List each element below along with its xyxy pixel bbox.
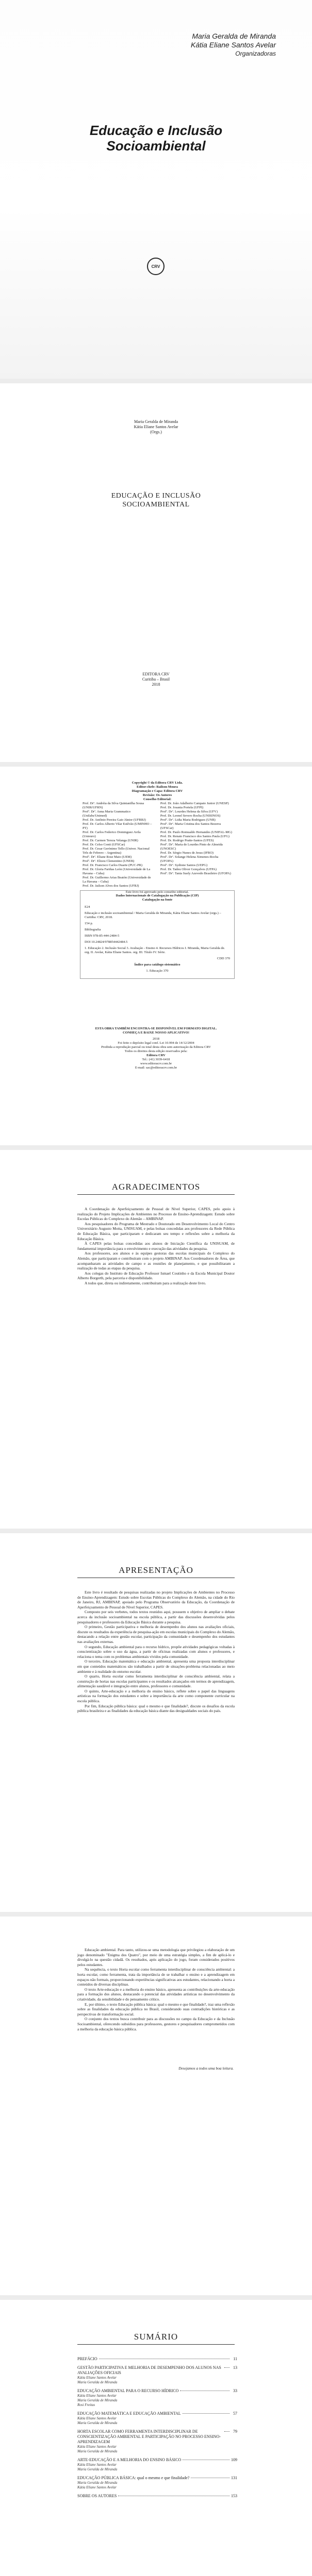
- paragraph: À CAPES pelas bolsas concedidas aos alunos de Iniciação Científica da UNISUAM, de fundamental importância para o envolvimento e execução das atividades da pesquisa.: [77, 1241, 235, 1251]
- council-member: Prof. Dr. Sérgio Nunes de Jesus (IFRO): [160, 851, 214, 855]
- toc-entry[interactable]: [77, 2357, 237, 2362]
- presentation-continued-page: [0, 1917, 312, 2295]
- publisher-line-1: ESTA OBRA TAMBÉM ENCONTRA-SE DISPONÍVEL EM FORMATO DIGITAL.: [95, 1027, 217, 1030]
- council-member: Profª. Drª. Tania Suely Azevedo Brasileiro (UFOPA): [160, 872, 231, 875]
- toc-entry[interactable]: [77, 2458, 237, 2472]
- toc-entry-title: ARTE-EDUCAÇÃO E A MELHORIA DO ENSINO BÁSICO: [77, 2458, 182, 2462]
- credits-editor: Editor-chefe: Railson Moura: [137, 785, 178, 789]
- catalog-index-item: 1. Educação 370: [146, 969, 169, 973]
- fp-author-2: Kátia Eliane Santos Avelar: [134, 425, 178, 429]
- toc-leader-dots: [224, 2431, 229, 2432]
- publisher-line-7: Editora CRV: [146, 1054, 166, 1057]
- toc-leader-dots: [224, 2367, 229, 2368]
- council-member: Profª. Drª. Lourdes Helena da Silva (UFV): [160, 810, 218, 814]
- paragraph: Aos colegas do Instituto de Educação Professor Ismael Coutinho e da Escola Municipal Doutor Alberto Borgerth, pela parceria e disponibilidade.: [77, 1270, 235, 1281]
- publisher-info: [0, 1027, 312, 1070]
- council-member: Prof. Dr. Francisco Carlos Duarte (PUC-PR): [83, 863, 143, 867]
- toc-entry[interactable]: [77, 2365, 237, 2385]
- toc-entry[interactable]: [77, 2411, 237, 2426]
- toc-entry[interactable]: [77, 2494, 237, 2499]
- council-member: Profª. Drª. Maria Cristina dos Santos Bezerra (UFSCar): [160, 822, 221, 830]
- presentation-title: APRESENTAÇÃO: [119, 1565, 193, 1575]
- fp-title-line-2: SOCIOAMBIENTAL: [122, 501, 190, 509]
- council-member: Prof. Dr. Antônio Pereira Gaio Júnior (UFRRJ): [83, 818, 146, 822]
- council-member: Profª. Drª. Solange Helena Ximenes-Rocha (UFOPA): [160, 855, 219, 863]
- presentation-continued-body: [77, 1947, 235, 2031]
- toc-page: [0, 2300, 312, 2576]
- council-member: Prof. Dr. Jailson Alves dos Santos (UFRJ): [83, 884, 139, 888]
- acknowledgements-body: [77, 1207, 235, 1286]
- catalog-card: [80, 890, 235, 979]
- presentation-sign: Desejamos a todos uma boa leitura.: [178, 2066, 234, 2071]
- catalog-cdd: CDD 370: [217, 957, 230, 960]
- catalog-biblio: Bibliografia: [85, 928, 101, 931]
- publisher-line-6: Todos os direitos desta edição reservados pela:: [124, 1049, 188, 1053]
- toc-entry-title: SOBRE OS AUTORES: [77, 2494, 117, 2498]
- fp-title-line-1: EDUCAÇÃO E INCLUSÃO: [111, 492, 201, 500]
- toc-entry-title: EDUCAÇÃO PÚBLICA BÁSICA: qual o mesmo e que finalidade?: [77, 2476, 190, 2480]
- toc-page-number: 79: [233, 2429, 237, 2434]
- frontispiece-page: [0, 383, 312, 762]
- cover-page: [0, 0, 312, 379]
- credits-diagramacao: Diagramação e Capa: Editora CRV: [132, 789, 183, 793]
- page-separator: [0, 2295, 312, 2300]
- council-member: Prof. Dr. Josania Portela (UFPI): [160, 806, 204, 809]
- catalog-isbn: ISBN 978-85-444-2484-5: [85, 934, 120, 938]
- paragraph: E, por último, o texto Educação pública básica: qual o mesmo e que finalidade?, traz uma reflexão sobre as finalidades da educação pública no Brasil, considerando suas contradições históricas e as perspectivas de transformação social.: [77, 2002, 235, 2016]
- page-separator: [0, 762, 312, 767]
- council-member: Prof. Dr. Carlos Federico Dominguez Avila (Unieuro): [83, 831, 141, 838]
- toc-entry-authors: Kátia Eliane Santos Avelar Maria Geralda de Miranda: [77, 2463, 118, 2471]
- toc-entry-title: GESTÃO PARTICIPATIVA E MELHORIA DE DESEMPENHO DOS ALUNOS NAS AVALIAÇÕES OFICIAIS: [77, 2365, 221, 2375]
- paragraph: O terceiro, Educação matemática e educação ambiental, apresenta uma proposta interdisciplinar em que conteúdos matemáticos são trabalhados a partir de situações-problema relacionadas ao meio ambiente e à realidade do entorno escolar.: [77, 1659, 235, 1674]
- council-member: Prof. Dr. João Adalberto Campato Junior (UNESP): [160, 802, 229, 805]
- toc-page-number: 109: [231, 2458, 237, 2462]
- frontispiece-authors: [0, 419, 312, 435]
- toc-page-number: 153: [231, 2494, 237, 2498]
- fp-author-1: Maria Geralda de Miranda: [134, 419, 178, 424]
- council-member: Profª. Drª. Sydione Santos (UEPG): [160, 863, 208, 867]
- council-member: Prof. Dr. Paulo Romualdo Hernandes (UNIFAL-MG): [160, 831, 232, 834]
- paragraph: O quinto, Arte-educação e a melhoria do ensino básico, reflete sobre o papel das linguagens artísticas na formação dos estudantes e sobre a importância da arte como componente curricular na escola pública.: [77, 1688, 235, 1704]
- catalog-index-title: Índice para catálogo sistemático: [134, 963, 180, 967]
- council-member: Prof. Dr. Guillermo Arias Beatón (Universidade de La Havana – Cuba): [83, 876, 151, 884]
- cover-author-2: Kátia Eliane Santos Avelar: [191, 41, 276, 49]
- toc-page-number: 11: [233, 2357, 237, 2361]
- page-separator: [0, 1912, 312, 1917]
- toc-entry-authors: Kátia Eliane Santos Avelar Maria Geralda de Miranda Rosi Freitas: [77, 2394, 118, 2407]
- council-member: Prof. Dr. Celso Conti (UFSCar): [83, 843, 125, 846]
- title-rule: [77, 1194, 235, 1195]
- credits-revisao: Revisão: Os Autores: [142, 793, 172, 797]
- acknowledgements-title: AGRADECIMENTOS: [111, 1182, 201, 1192]
- catalog-subjects: 1. Educação 2. Inclusão Social 3. Avaliação - Ensino 4. Recursos Hídricos I. Miranda, Maria Geralda de. org. II. Avelar, Kátia Eliane Santos. org. III. Título IV. Série.: [85, 946, 225, 954]
- credits-conselho: Conselho Editorial:: [143, 798, 172, 801]
- presentation-page: [0, 1533, 312, 1912]
- paragraph: Aos professores, aos alunos e às equipes gestoras das escolas municipais do Complexo do Alemão, que participaram e contribuíram com o projeto AMBINAP. Aos Coordenadores de Área, que acompanharam as atividades de campo e as reuniões de planejamento, e que possibilitaram a realização de todas as etapas da pesquisa.: [77, 1251, 235, 1271]
- toc-entry[interactable]: [77, 2388, 237, 2408]
- fp-publisher: EDITORA CRV: [142, 672, 170, 676]
- council-member: Profª. Drª. Eliane Rose Maio (UEM): [83, 855, 132, 859]
- toc-list: [77, 2357, 237, 2502]
- toc-entry-title: EDUCAÇÃO AMBIENTAL PARA O RECURSO HÍDRICO: [77, 2388, 179, 2393]
- toc-entry-title: EDUCAÇÃO MATEMÁTICA E EDUCAÇÃO AMBIENTAL: [77, 2411, 181, 2416]
- toc-entry-title: HORTA ESCOLAR COMO FERRAMENTA INTERDISCIPLINAR DE CONSCIENTIZAÇÃO AMBIENTAL E PARTICIPAÇÃO NO PROCESSO ENSINO-APRENDIZAGEM: [77, 2429, 221, 2444]
- council-member: Prof. Drª. Andréia da Silva Quintanilha Sousa (UNIR/UFRN): [83, 802, 144, 809]
- credits-note: Este livro foi aprovado pelo conselho editorial.: [125, 890, 189, 894]
- publisher-line-3: 2018: [153, 1037, 159, 1041]
- paragraph: O conjunto dos textos busca contribuir para as discussões no campo da Educação e da Inclusão Socioambiental, oferecendo subsídios para professores, gestores e pesquisadores comprometidos com a melhoria da educação básica pública.: [77, 2016, 235, 2031]
- paragraph: O primeiro, Gestão participativa e melhoria de desempenho dos alunos nas avaliações oficiais, discute os resultados da experiência de pesquisa-ação em escolas municipais do Complexo do Alemão, destacando a relação entre gestão escolar, participação da comunidade e desempenho dos estudantes nas avaliações externas.: [77, 1624, 235, 1644]
- toc-page-number: 131: [231, 2476, 237, 2480]
- toc-entry-authors: Maria Geralda de Miranda Kátia Eliane Santos Avelar: [77, 2481, 118, 2489]
- toc-page-number: 33: [233, 2388, 237, 2393]
- frontispiece-title: [0, 492, 312, 509]
- toc-title: SUMÁRIO: [134, 2332, 178, 2342]
- paragraph: O texto Arte-educação e a melhoria do ensino básico, apresenta as contribuições da arte-educação para a formação dos alunos, destacando o potencial das atividades artísticas no desenvolvimento da criatividade, da sensibilidade e do pensamento crítico.: [77, 1987, 235, 2002]
- cover-author-1: Maria Geralda de Miranda: [192, 32, 276, 40]
- council-member: Profª. Drª. Elizeu Clementino (UNEB): [83, 859, 135, 863]
- council-left-column: [83, 802, 154, 888]
- catalog-pages: 154 p.: [85, 922, 93, 925]
- toc-entry-authors: Kátia Eliane Santos Avelar Maria Geralda de Miranda: [77, 2376, 118, 2384]
- paragraph: Por fim, Educação pública básica: qual o mesmo e que finalidade?, discute os desafios da escola pública brasileira e as finalidades da educação básica diante das desigualdades sociais do país.: [77, 1703, 235, 1714]
- frontispiece-imprint: [0, 672, 312, 687]
- page-separator: [0, 1529, 312, 1533]
- cover-title-line-2: Socioambiental: [106, 138, 206, 154]
- paragraph: Educação ambiental. Para tanto, utilizou-se uma metodologia que privilegiou a elaboração de um jogo denominado "Enigma dos Quatro", por meio de uma estratégia simples, a fim de aplicá-lo e divulgá-lo na questão cidadã. Os resultados, após aplicação do jogo, foram considerados positivos pelos estudantes.: [77, 1947, 235, 1967]
- paragraph: O quarto, Horta escolar como ferramenta interdisciplinar de consciência ambiental, relata a construção de hortas nas escolas participantes e os resultados alcançados em termos de aprendizagem, alimentação saudável e integração entre alunos, professores e comunidade.: [77, 1674, 235, 1689]
- catalog-title: Dados Internacionais de Catalogação na Publicação (CIP) Catalogação na fonte: [116, 894, 199, 902]
- page-separator: [0, 379, 312, 383]
- council-member: Prof. Dr. Gloria Fariñas León (Universidade de La Havana – Cuba): [83, 868, 151, 875]
- council-member: Profª. Drª. Maria de Lourdes Pinto de Almeida (UNOESC): [160, 843, 223, 851]
- publisher-line-10: E-mail: sac@editoracrv.com.br: [135, 1066, 177, 1070]
- paragraph: A todos que, direta ou indiretamente, contribuíram para a realização deste livro.: [85, 1280, 206, 1285]
- toc-entry-authors: Kátia Eliane Santos Avelar Maria Geralda de Miranda: [77, 2445, 118, 2453]
- catalog-code: E24: [85, 905, 90, 909]
- page-separator: [0, 1145, 312, 1150]
- publisher-line-5: Proibida a reprodução parcial ou total desta obra sem autorização da Editora CRV: [101, 1045, 211, 1049]
- cover-authors: [191, 32, 276, 58]
- cover-title-line-1: Educação e Inclusão: [89, 123, 223, 138]
- council-member: Prof. Dr. Tadeu Oliver Gonçalves (UFPA): [160, 868, 217, 871]
- catalog-entry: Educação e inclusão socioambiental / Maria Geralda de Miranda, Kátia Eliane Santos Avelar (orgs.) – Curitiba: CRV, 2018.: [85, 911, 221, 919]
- toc-entry[interactable]: [77, 2476, 237, 2490]
- paragraph: A Coordenação de Aperfeiçoamento de Pessoal de Nível Superior, CAPES, pelo apoio à realização do Projeto Implicações de Ambientes no Processo de Ensino-Aprendizagem: Estudo sobre Escolas Públicas do Complexo do Alemão – AMBINAP.: [77, 1207, 235, 1222]
- council-right-column: [160, 802, 232, 888]
- toc-leader-dots: [183, 2413, 229, 2414]
- paragraph: Aos pesquisadores do Programa de Mestrado e Doutorado em Desenvolvimento Local do Centro Universitário Augusto Motta, UNISUAM, e pelas bolsas concedidas aos professores da Rede Pública de Educação Básica, que participaram e dedicaram seu tempo e reflexões sobre a melhoria da Educação Básica.: [77, 1221, 235, 1241]
- toc-page-number: 57: [233, 2411, 237, 2416]
- cover-role: Organizadoras: [235, 50, 276, 57]
- credits-page: [0, 767, 312, 1145]
- council-member: Prof. Dr. Renato Francisco dos Santos Paula (UFG): [160, 835, 229, 838]
- council-member: Prof. Dr. Rodrigo Pratte-Santos (UFES): [160, 839, 214, 842]
- toc-page-number: 13: [233, 2365, 237, 2370]
- paragraph: Este livro é resultado de pesquisas realizadas no projeto Implicações de Ambientes no Processo de Ensino-Aprendizagem: Estudo sobre Escolas Públicas do Complexo do Alemão, na cidade do Rio de Janeiro, RJ, AMBINAP, apoiado pelo Programa Observatório da Educação, da Coordenação de Aperfeiçoamento de Pessoal de Nível Superior, CAPES.: [77, 1590, 235, 1609]
- publisher-logo: CRV: [147, 258, 165, 275]
- presentation-body: [77, 1590, 235, 1714]
- publisher-line-2: CONHEÇA E BAIXE NOSSO APLICATIVO!: [122, 1031, 190, 1035]
- paragraph: Composto por seis verbetes, todos textos reunidos aqui, possuem o objetivo de ampliar o debate acerca da inclusão socioambiental na escola pública, a partir das discussões desenvolvidas pelos pesquisadores e professores da Educação Básica durante a pesquisa.: [77, 1609, 235, 1624]
- paragraph: Na sequência, o texto Horta escolar como ferramenta interdisciplinar de consciência ambiental: a horta escolar, como ferramenta, trata da importância de se trabalhar o ensino e a aprendizagem em espaços não formais, proporcionando experiências significativas aos estudantes, relacionando a horta a conteúdos de diversas disciplinas.: [77, 1967, 235, 1987]
- council-member: Profª. Drª. Anna Maria Grammatico (Unilabs/Unimed): [83, 810, 131, 818]
- council-member: Prof. Dr. Cesar Gerónimo Tello (Univer. Nacional Três de Febrero – Argentina): [83, 847, 150, 855]
- fp-year: 2018: [152, 682, 160, 687]
- toc-entry-title: PREFÁCIO: [77, 2357, 97, 2361]
- council-member: Prof. Dr. Carmen Tereza Velanga (UNIR): [83, 839, 138, 842]
- catalog-doi: DOI 10.24824/978854442484.5: [85, 940, 128, 944]
- paragraph: O segundo, Educação ambiental para o recurso hídrico, propõe atividades pedagógicas voltadas à conscientização sobre o uso da água, a partir de oficinas realizadas com alunos e professores, e relaciona o tema com os problemas ambientais vividos pela comunidade.: [77, 1644, 235, 1659]
- credits-copyright: Copyright © da Editora CRV Ltda.: [132, 781, 183, 785]
- publisher-line-9: www.editoracrv.com.br: [140, 1062, 172, 1065]
- fp-city: Curitiba – Brasil: [142, 677, 170, 682]
- council-member: Profª. Drª. Lidia Maria Rodrigues (UNB): [160, 818, 216, 822]
- cover-title: [0, 123, 312, 154]
- acknowledgements-page: [0, 1150, 312, 1529]
- publisher-line-8: Tel.: (41) 3039-6418: [142, 1058, 170, 1061]
- toc-entry-authors: Kátia Eliane Santos Avelar Maria Geralda de Miranda: [77, 2416, 118, 2425]
- council-member: Prof. Dr. Leonel Severo Rocha (UNISINOS): [160, 814, 221, 818]
- credits-block: [83, 781, 232, 894]
- fp-role: (Orgs.): [150, 430, 162, 434]
- publisher-line-4: Foi feito o depósito legal conf. Lei 10.994 de 14/12/2004: [118, 1041, 194, 1045]
- title-rule: [77, 2344, 235, 2345]
- toc-entry[interactable]: [77, 2429, 237, 2454]
- council-member: Prof. Dr. Carlos Alberto Vilar Estêvão (UMINHO – PT): [83, 822, 152, 830]
